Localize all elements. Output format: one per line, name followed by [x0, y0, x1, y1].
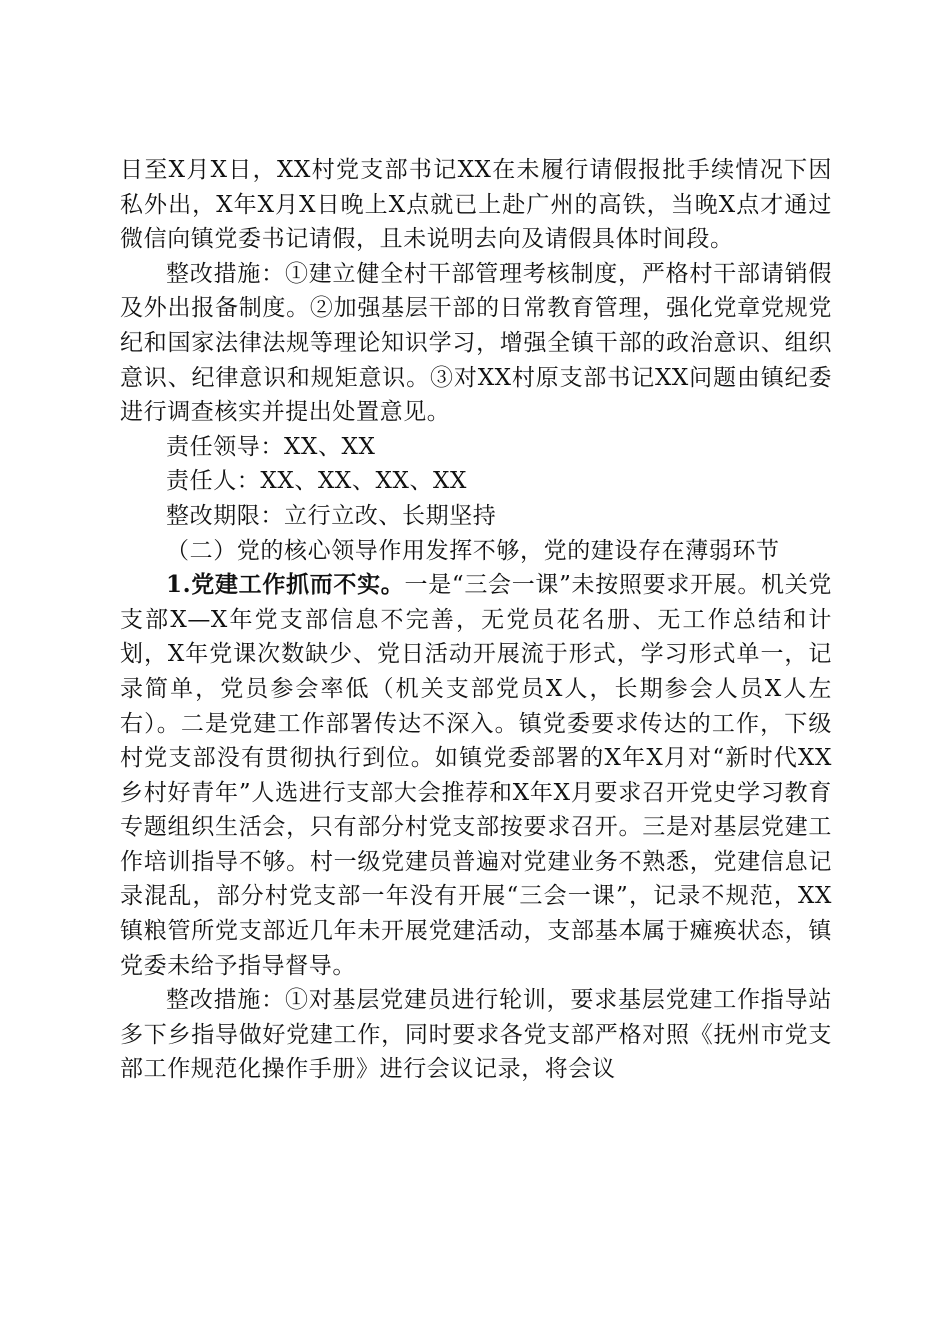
paragraph-responsible-leaders: 责任领导：XX、XX: [166, 433, 376, 460]
document-body: [120, 153, 832, 1087]
issue-body: 一是“三会一课”未按照要求开展。机关党支部X—X年党支部信息不完善，无党员花名册、无工作总结和计划，X年党课次数缺少、党日活动开展流于形式，学习形式单一，记录简单，党员参会率低（机关支部党员X人，长期参会人员X人左右）。二是党建工作部署传达不深入。镇党委要求传达的工作，下级村党支部没有贯彻执行到位。如镇党委部署的X年X月对“新时代XX乡村好青年”人选进行支部大会推荐和X年X月要求召开党史学习教育专题组织生活会，只有部分村党支部按要求召开。三是对基层党建工作培训指导不够。村一级党建员普遍对党建业务不熟悉，党建信息记录混乱，部分村党支部一年没有开展“三会一课”，记录不规范，XX镇粮管所党支部近几年未开展党建活动，支部基本属于瘫痪状态，镇党委未给予指导督导。: [120, 572, 832, 979]
paragraph-rectification-measures-1: 整改措施：①建立健全村干部管理考核制度，严格村干部请销假及外出报备制度。②加强基层干部的日常教育管理，强化党章党规党纪和国家法律法规等理论知识学习，增强全镇干部的政治意识、组织意识、纪律意识和规矩意识。③对XX村原支部书记XX问题由镇纪委进行调查核实并提出处置意见。: [120, 260, 832, 426]
paragraph-leave-violation: 日至X月X日，XX村党支部书记XX在未履行请假报批手续情况下因私外出，X年X月X日晚上X点就已上赴广州的高铁，当晚X点才通过微信向镇党委书记请假，且未说明去向及请假具体时间段。: [120, 157, 832, 253]
paragraph-rectification-deadline: 整改期限：立行立改、长期坚持: [166, 502, 497, 529]
paragraph-responsible-persons: 责任人：XX、XX、XX、XX: [166, 468, 467, 495]
paragraph-party-building-issue: [120, 568, 832, 983]
paragraph-rectification-measures-2: 整改措施：①对基层党建员进行轮训，要求基层党建工作指导站多下乡指导做好党建工作，同时要求各党支部严格对照《抚州市党支部工作规范化操作手册》进行会议记录，将会议: [120, 987, 832, 1083]
section-heading-2: （二）党的核心领导作用发挥不够，党的建设存在薄弱环节: [166, 537, 780, 564]
issue-heading: 1.党建工作抓而不实。: [166, 571, 405, 599]
